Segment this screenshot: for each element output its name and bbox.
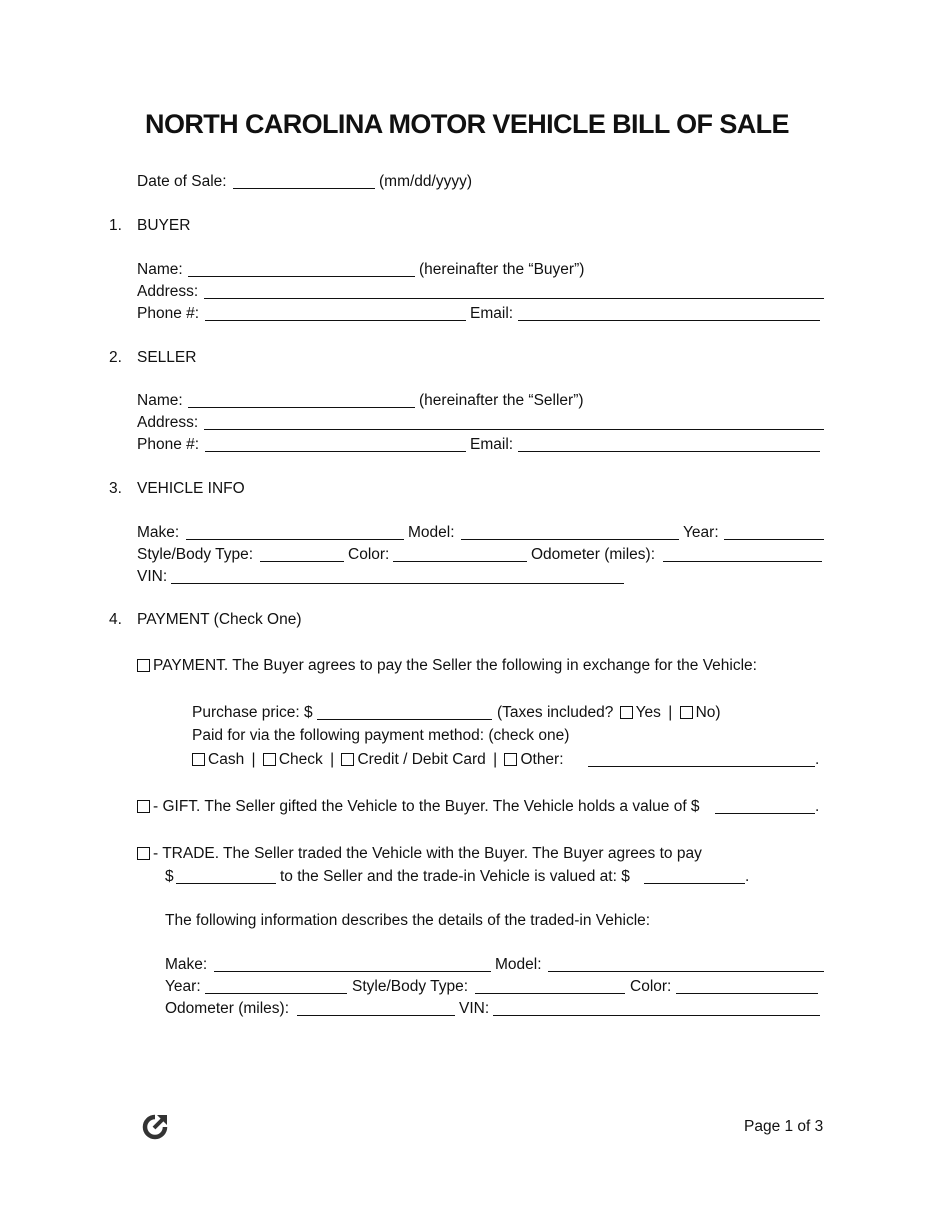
trade-vin-field[interactable] [493,1015,820,1016]
vehicle-vin-label: VIN: [137,568,168,585]
trade-year-label: Year: [165,978,201,995]
buyer-name-field[interactable] [188,276,415,277]
trade-color-field[interactable] [676,993,818,994]
taxes-separator: | [668,704,673,721]
trade-odometer-field[interactable] [297,1015,455,1016]
date-format-hint: (mm/dd/yyyy) [379,173,472,190]
trade-style-field[interactable] [475,993,625,994]
seller-address-label: Address: [137,414,199,431]
vehicle-heading: VEHICLE INFO [137,480,245,497]
seller-email-field[interactable] [518,451,820,452]
buyer-heading: BUYER [137,217,191,234]
vehicle-odometer-label: Odometer (miles): [531,546,656,563]
seller-address-field[interactable] [204,429,824,430]
trade-dollar-sign: $ [165,868,174,885]
section-number-payment: 4. [109,611,122,628]
taxes-yes-checkbox[interactable] [620,706,633,719]
vehicle-year-field[interactable] [724,539,824,540]
vehicle-make-label: Make: [137,524,180,541]
buyer-phone-field[interactable] [205,320,466,321]
check-label: Check [278,751,323,768]
gift-period: . [815,798,820,815]
seller-email-label: Email: [470,436,514,453]
trade-make-field[interactable] [214,971,491,972]
section-number-buyer: 1. [109,217,122,234]
trade-odometer-label: Odometer (miles): [165,1000,290,1017]
taxes-yes-label: Yes [635,704,661,721]
buyer-email-label: Email: [470,305,514,322]
seller-phone-label: Phone #: [137,436,200,453]
vehicle-style-label: Style/Body Type: [137,546,254,563]
vehicle-model-field[interactable] [461,539,679,540]
seller-name-field[interactable] [188,407,415,408]
trade-checkbox[interactable] [137,847,150,860]
date-of-sale-field[interactable] [233,188,375,189]
trade-label-line1: - TRADE. The Seller traded the Vehicle with the Buyer. The Buyer agrees to pay [153,845,702,862]
purchase-price-field[interactable] [317,719,492,720]
credit-debit-checkbox[interactable] [341,753,354,766]
method-separator: | [493,751,498,768]
seller-name-label: Name: [137,392,183,409]
gift-label: - GIFT. The Seller gifted the Vehicle to the Buyer. The Vehicle holds a value of $ [153,798,700,815]
buyer-name-label: Name: [137,261,183,278]
seller-heading: SELLER [137,349,197,366]
vehicle-model-label: Model: [408,524,455,541]
vehicle-odometer-field[interactable] [663,561,822,562]
buyer-email-field[interactable] [518,320,820,321]
other-label: Other: [520,751,564,768]
vehicle-color-field[interactable] [393,561,527,562]
vehicle-color-label: Color: [348,546,390,563]
payment-method-label: Paid for via the following payment method: (check one) [192,727,570,744]
trade-model-field[interactable] [548,971,824,972]
payment-option-checkbox[interactable] [137,659,150,672]
trade-label-line2: to the Seller and the trade-in Vehicle is valued at: $ [280,868,630,885]
section-number-vehicle: 3. [109,480,122,497]
payment-heading: PAYMENT (Check One) [137,611,302,628]
trade-info-text: The following information describes the details of the traded-in Vehicle: [165,912,651,929]
purchase-price-label: Purchase price: $ [192,704,313,721]
trade-pay-amount-field[interactable] [176,883,276,884]
trade-year-field[interactable] [205,993,347,994]
seller-phone-field[interactable] [205,451,466,452]
buyer-address-field[interactable] [204,298,824,299]
other-period: . [815,751,820,768]
vehicle-year-label: Year: [683,524,719,541]
vehicle-vin-field[interactable] [171,583,624,584]
buyer-address-label: Address: [137,283,199,300]
section-number-seller: 2. [109,349,122,366]
document-title: NORTH CAROLINA MOTOR VEHICLE BILL OF SALE [145,109,789,139]
trade-make-label: Make: [165,956,208,973]
date-of-sale-label: Date of Sale: [137,173,227,190]
trade-in-value-field[interactable] [644,883,745,884]
vehicle-make-field[interactable] [186,539,404,540]
page-number: Page 1 of 3 [744,1118,824,1135]
other-method-field[interactable] [588,766,815,767]
vehicle-style-field[interactable] [260,561,344,562]
trade-color-label: Color: [630,978,672,995]
buyer-name-suffix: (hereinafter the “Buyer”) [419,261,585,278]
credit-debit-label: Credit / Debit Card [357,751,486,768]
buyer-phone-label: Phone #: [137,305,200,322]
cash-checkbox[interactable] [192,753,205,766]
trade-period: . [745,868,750,885]
trade-style-label: Style/Body Type: [352,978,469,995]
payment-option-label: PAYMENT. The Buyer agrees to pay the Seller the following in exchange for the Vehicle: [153,657,757,674]
method-separator: | [330,751,335,768]
arrow-logo-icon [140,1112,170,1142]
seller-name-suffix: (hereinafter the “Seller”) [419,392,584,409]
taxes-no-label: No) [695,704,721,721]
taxes-included-label: (Taxes included? [497,704,614,721]
other-checkbox[interactable] [504,753,517,766]
trade-vin-label: VIN: [459,1000,490,1017]
gift-checkbox[interactable] [137,800,150,813]
check-checkbox[interactable] [263,753,276,766]
method-separator: | [251,751,256,768]
gift-value-field[interactable] [715,813,815,814]
cash-label: Cash [208,751,245,768]
trade-model-label: Model: [495,956,542,973]
taxes-no-checkbox[interactable] [680,706,693,719]
